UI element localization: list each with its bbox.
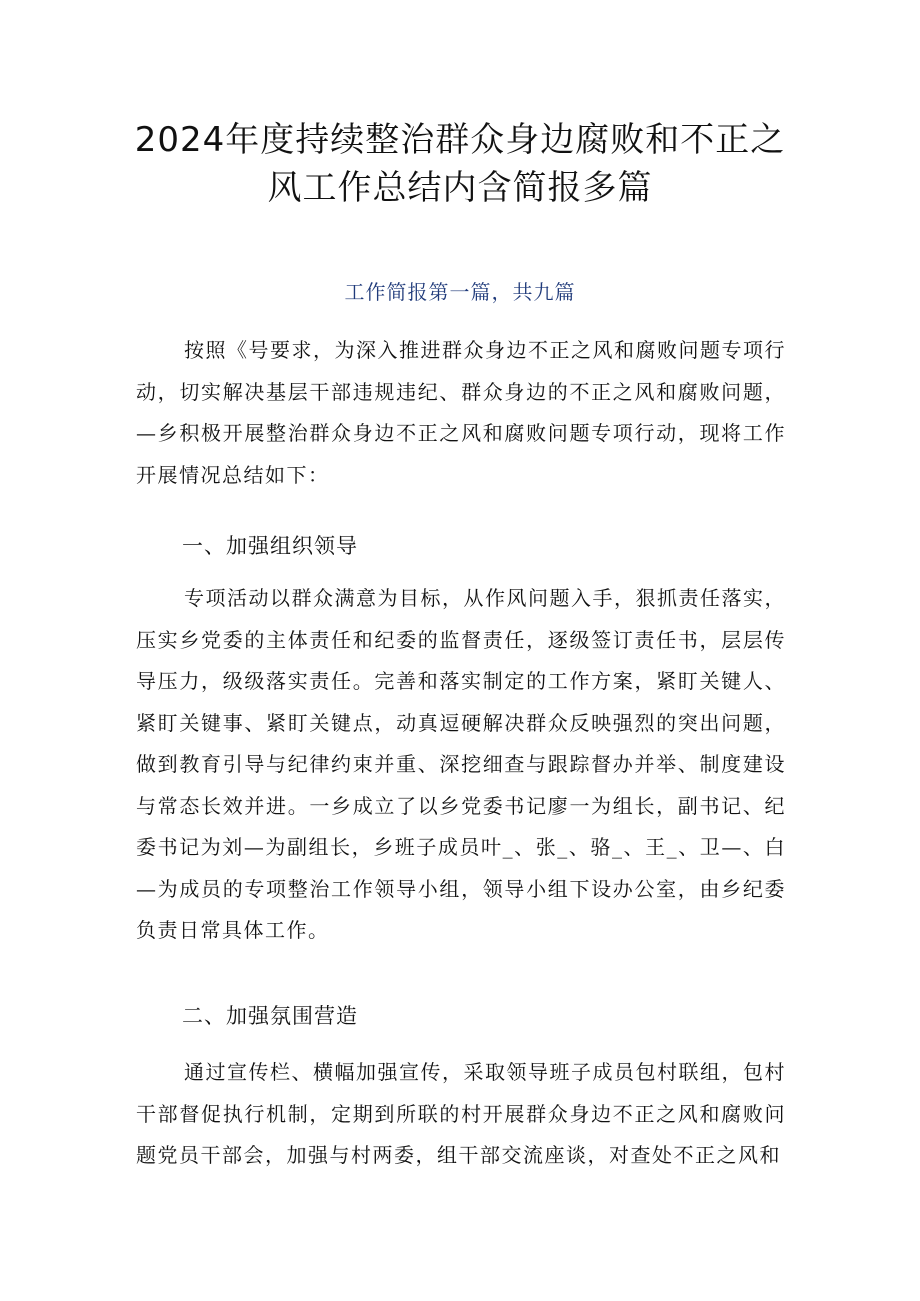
section-heading-organization: 一、加强组织领导 bbox=[182, 534, 358, 558]
intro-paragraph: 按照《号要求，为深入推进群众身边不正之风和腐败问题专项行动，切实解决基层干部违规违纪、群众身边的不正之风和腐败问题，—乡积极开展整治群众身边不正之风和腐败问题专项行动，现将工作开展情况总结如下： bbox=[136, 338, 786, 487]
section-heading-atmosphere: 二、加强氛围营造 bbox=[182, 1004, 358, 1028]
document-title-line-2: 风工作总结内含简报多篇 bbox=[267, 168, 653, 208]
document-title-line-1: 2024年度持续整治群众身边腐败和不正之 bbox=[134, 120, 786, 160]
document-subtitle: 工作简报第一篇，共九篇 bbox=[344, 280, 576, 304]
atmosphere-paragraph: 通过宣传栏、横幅加强宣传，采取领导班子成员包村联组，包村干部督促执行机制，定期到所联的村开展群众身边不正之风和腐败问题党员干部会，加强与村两委，组干部交流座谈，对查处不正之风和 bbox=[136, 1060, 786, 1167]
organization-paragraph: 专项活动以群众满意为目标，从作风问题入手，狠抓责任落实，压实乡党委的主体责任和纪委的监督责任，逐级签订责任书，层层传导压力，级级落实责任。完善和落实制定的工作方案，紧盯关键人、紧盯关键事、紧盯关键点，动真逗硬解决群众反映强烈的突出问题，做到教育引导与纪律约束并重、深挖细查与跟踪督办并举、制度建设与常态长效并进。一乡成立了以乡党委书记廖一为组长，副书记、纪委书记为刘—为副组长，乡班子成员叶_、张_、骆_、王_、卫—、白—为成员的专项整治工作领导小组，领导小组下设办公室，由乡纪委负责日常具体工作。 bbox=[136, 586, 786, 942]
